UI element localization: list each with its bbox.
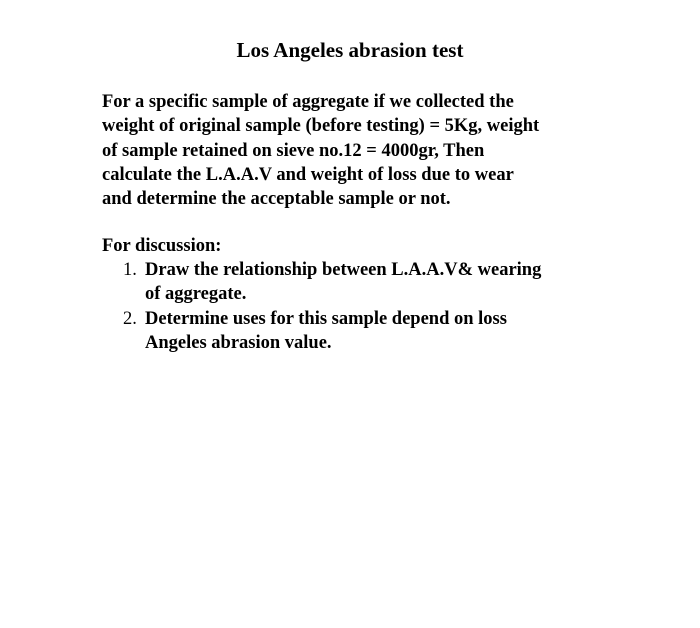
discussion-item-line: of aggregate.: [145, 284, 247, 305]
problem-line: of sample retained on sieve no.12 = 4000gr, Then: [102, 140, 485, 161]
problem-line: weight of original sample (before testing) = 5Kg, weight: [102, 116, 540, 137]
discussion-item-text: [145, 307, 602, 356]
discussion-item-number: 1.: [123, 260, 137, 280]
discussion-heading: For discussion:: [102, 236, 222, 256]
discussion-item-line: Angeles abrasion value.: [145, 332, 332, 353]
discussion-item-text: [145, 258, 602, 307]
discussion-list: [102, 258, 602, 355]
page-title: Los Angeles abrasion test: [236, 38, 464, 62]
problem-line: calculate the L.A.A.V and weight of loss due to wear: [102, 164, 514, 185]
discussion-item-line: Determine uses for this sample depend on loss: [145, 308, 507, 329]
discussion-item-number: 2.: [123, 308, 137, 329]
problem-line: For a specific sample of aggregate if we collected the: [102, 92, 514, 112]
discussion-item: [102, 258, 602, 307]
problem-statement: [102, 90, 602, 211]
discussion-item: [102, 307, 602, 356]
problem-line: and determine the acceptable sample or not.: [102, 189, 451, 210]
discussion-item-line: Draw the relationship between L.A.A.V& wearing: [145, 260, 542, 280]
